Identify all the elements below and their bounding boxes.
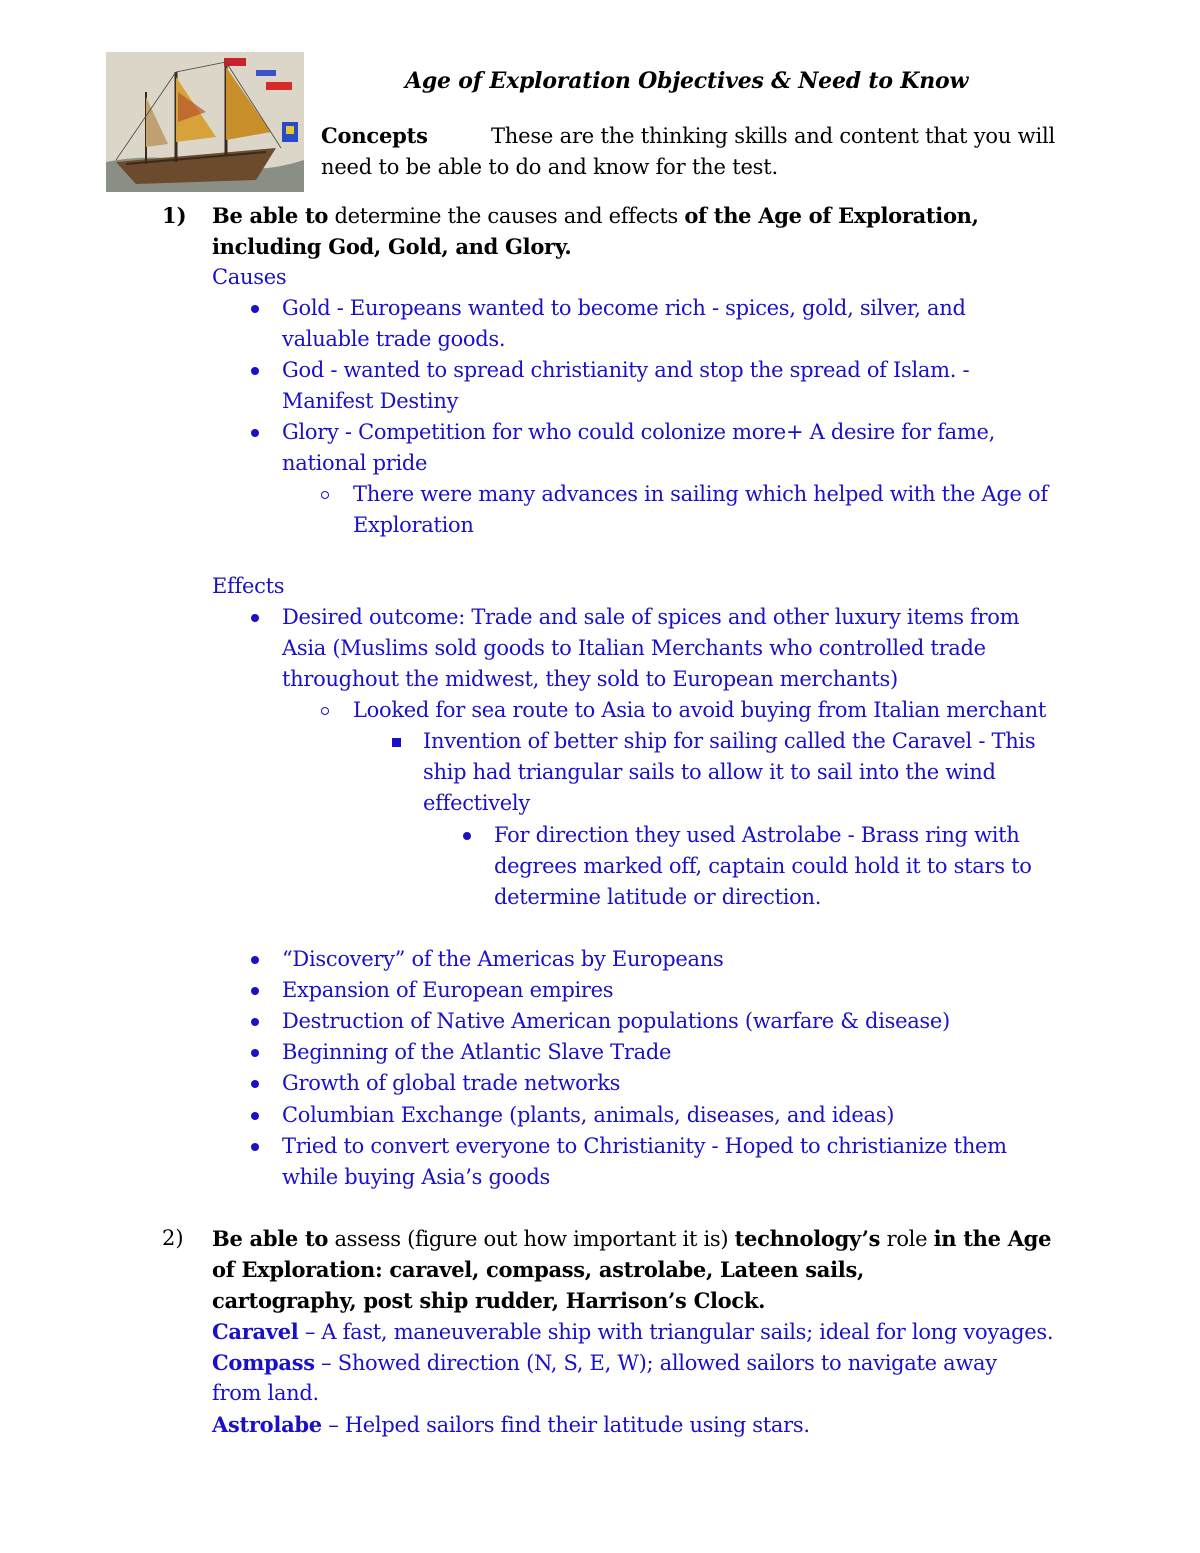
effect-item: Columbian Exchange (plants, animals, diseases, and ideas) (282, 1103, 895, 1127)
objective-2-verb: assess (figure out how important it is) (328, 1227, 735, 1251)
caravel-term: Caravel (212, 1319, 299, 1344)
astrolabe-definition (212, 1409, 810, 1441)
effect-sub3-line-3: determine latitude or direction. (494, 885, 822, 909)
hollow-bullet (321, 491, 329, 499)
objective-1-number: 1) (162, 203, 187, 228)
effects-heading: Effects (212, 574, 285, 598)
page-title: Age of Exploration Objectives & Need to Know (405, 68, 969, 94)
bullet (251, 367, 259, 375)
objective-2-role: role (880, 1227, 934, 1251)
compass-definition-line-2: from land. (212, 1381, 319, 1405)
bullet (251, 614, 259, 622)
cause-gold-line-2: valuable trade goods. (282, 327, 506, 351)
concepts-intro (321, 120, 1081, 183)
astrolabe-def: – Helped sailors find their latitude using stars. (321, 1413, 810, 1437)
effect-main-line-2: Asia (Muslims sold goods to Italian Merchants who controlled trade (282, 636, 986, 660)
ship-illustration (106, 52, 304, 192)
effect-item: Beginning of the Atlantic Slave Trade (282, 1040, 672, 1064)
bullet (251, 1018, 259, 1026)
concepts-label: Concepts (321, 123, 428, 148)
compass-definition (212, 1347, 997, 1379)
cause-sub-line-1: There were many advances in sailing which helped with the Age of (353, 482, 1048, 506)
cause-gold-line-1: Gold - Europeans wanted to become rich - spices, gold, silver, and (282, 296, 966, 320)
bullet (251, 987, 259, 995)
effect-item: “Discovery” of the Americas by Europeans (282, 947, 724, 971)
caravel-definition (212, 1316, 1053, 1348)
cause-sub-line-2: Exploration (353, 513, 474, 537)
objective-2-line-1 (212, 1223, 1051, 1255)
effect-item: Tried to convert everyone to Christianity - Hoped to christianize them (282, 1134, 1007, 1158)
bullet (251, 1143, 259, 1151)
concepts-text: These are the thinking skills and content that you will need to be able to do and know for the test. (321, 124, 1055, 179)
bullet (251, 305, 259, 313)
bullet (251, 429, 259, 437)
effect-item-continued: while buying Asia’s goods (282, 1165, 550, 1189)
objective-1-verb: determine the causes and effects (328, 204, 685, 228)
objective-1-line-1 (212, 200, 979, 232)
effect-sub3-line-2: degrees marked off, captain could hold it to stars to (494, 854, 1032, 878)
bullet (251, 1049, 259, 1057)
compass-term: Compass (212, 1350, 315, 1375)
causes-heading: Causes (212, 265, 287, 289)
bullet (251, 956, 259, 964)
ship-icon (106, 52, 304, 192)
objective-2-in-age: in the Age (933, 1226, 1052, 1251)
compass-def: – Showed direction (N, S, E, W); allowed sailors to navigate away (314, 1351, 997, 1375)
effect-sub-line: Looked for sea route to Asia to avoid buying from Italian merchant (353, 698, 1047, 722)
bullet (463, 832, 471, 840)
effect-main-line-3: throughout the midwest, they sold to European merchants) (282, 667, 898, 691)
caravel-def: – A fast, maneuverable ship with triangular sails; ideal for long voyages. (298, 1320, 1054, 1344)
effect-item: Destruction of Native American populations (warfare & disease) (282, 1009, 950, 1033)
cause-glory-line-2: national pride (282, 451, 428, 475)
objective-2-line-2: of Exploration: caravel, compass, astrolabe, Lateen sails, (212, 1257, 864, 1282)
hollow-bullet (321, 707, 329, 715)
effect-sub2-line-1: Invention of better ship for sailing called the Caravel - This (423, 729, 1036, 753)
astrolabe-term: Astrolabe (212, 1412, 322, 1437)
objective-2-be-able: Be able to (212, 1226, 329, 1251)
cause-god-line-1: God - wanted to spread christianity and stop the spread of Islam. - (282, 358, 970, 382)
effect-sub3-line-1: For direction they used Astrolabe - Brass ring with (494, 823, 1020, 847)
effect-sub2-line-2: ship had triangular sails to allow it to sail into the wind (423, 760, 996, 784)
effect-main-line-1: Desired outcome: Trade and sale of spices and other luxury items from (282, 605, 1020, 629)
objective-1-be-able: Be able to (212, 203, 329, 228)
bullet (251, 1112, 259, 1120)
cause-god-line-2: Manifest Destiny (282, 389, 459, 413)
objective-2-technology: technology’s (734, 1226, 881, 1251)
objective-2-line-3: cartography, post ship rudder, Harrison’s Clock. (212, 1288, 766, 1313)
effect-item: Growth of global trade networks (282, 1071, 621, 1095)
effect-item: Expansion of European empires (282, 978, 614, 1002)
objective-1-topic: of the Age of Exploration, (684, 203, 979, 228)
cause-glory-line-1: Glory - Competition for who could colonize more+ A desire for fame, (282, 420, 995, 444)
bullet (251, 1080, 259, 1088)
objective-1-line-2: including God, Gold, and Glory. (212, 234, 572, 259)
objective-2-number: 2) (162, 1226, 184, 1250)
square-bullet (392, 738, 401, 747)
effect-sub2-line-3: effectively (423, 791, 530, 815)
